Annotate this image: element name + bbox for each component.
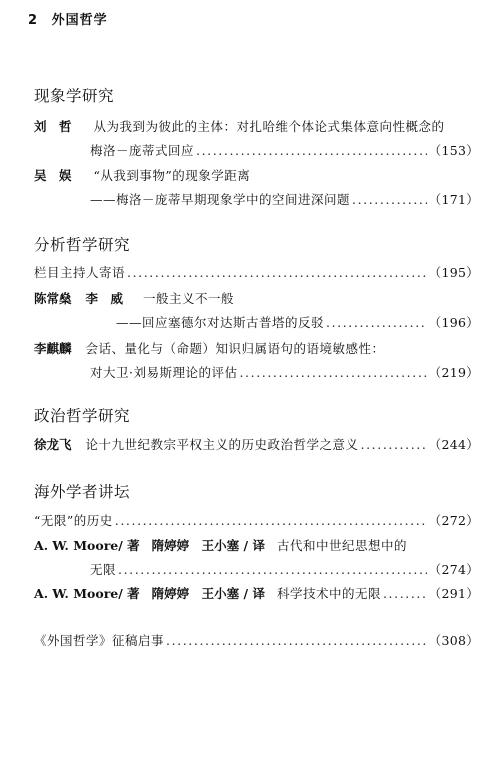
entry-title-continued: 对大卫·刘易斯理论的评估 (90, 365, 238, 380)
dot-leader (239, 365, 426, 380)
toc-entry-5-line-2[interactable] (34, 363, 479, 383)
entry-author: 吴 娱 (34, 168, 72, 183)
header-page-number: 2 (28, 13, 39, 28)
entry-author: 李麒麟 (34, 341, 72, 356)
toc-entry-7[interactable] (34, 511, 479, 531)
entry-translators: 隋婷婷 王小塞 / 译 (151, 538, 265, 553)
entry-page-number: （274） (428, 562, 479, 577)
entry-author: 徐龙飞 (34, 437, 72, 452)
entry-page-number: （219） (428, 365, 479, 380)
entry-author: A. W. Moore/ 著 (34, 538, 140, 553)
section-heading-phenomenology: 现象学研究 (34, 87, 115, 105)
section-heading-overseas: 海外学者讲坛 (34, 483, 131, 501)
entry-page-number: （195） (428, 265, 479, 280)
entry-author: 陈常燊 (34, 291, 72, 306)
entry-translators: 隋婷婷 王小塞 / 译 (151, 586, 265, 601)
entry-author: A. W. Moore/ 著 (34, 586, 140, 601)
entry-title: “无限”的历史 (34, 513, 113, 528)
dot-leader (361, 437, 427, 452)
header-journal-title: 外国哲学 (51, 13, 108, 28)
dot-leader (166, 633, 427, 648)
toc-entry-1-line-2[interactable] (34, 141, 479, 161)
toc-entry-2-line-2[interactable] (34, 190, 479, 210)
toc-entry-4-line-1[interactable] (34, 289, 479, 309)
entry-page-number: （196） (428, 315, 479, 330)
entry-subtitle: ——梅洛－庞蒂早期现象学中的空间进深问题 (90, 192, 351, 207)
toc-entry-8-line-2[interactable] (34, 560, 479, 580)
entry-title: 论十九世纪教宗平权主义的历史政治哲学之意义 (85, 437, 359, 452)
entry-title: 古代和中世纪思想中的 (276, 538, 407, 553)
dot-leader (118, 562, 427, 577)
entry-page-number: （171） (428, 192, 479, 207)
entry-title-continued: 梅洛－庞蒂式回应 (90, 143, 195, 158)
section-heading-political: 政治哲学研究 (34, 407, 131, 425)
dot-leader (352, 192, 427, 207)
dot-leader (383, 586, 427, 601)
toc-entry-1-line-1[interactable] (34, 117, 479, 137)
toc-entry-9[interactable] (34, 584, 479, 604)
toc-entry-5-line-1[interactable] (34, 339, 479, 359)
entry-page-number: （272） (428, 513, 479, 528)
entry-subtitle: ——回应塞德尔对达斯古普塔的反驳 (116, 315, 325, 330)
entry-title: 栏目主持人寄语 (34, 265, 126, 280)
toc-entry-10[interactable] (34, 631, 479, 651)
toc-entry-3[interactable] (34, 263, 479, 283)
entry-title: 《外国哲学》征稿启事 (34, 633, 165, 648)
entry-title: 一般主义不一般 (143, 291, 235, 306)
entry-page-number: （291） (428, 586, 479, 601)
toc-entry-8-line-1[interactable] (34, 536, 479, 556)
entry-page-number: （244） (428, 437, 479, 452)
running-header (28, 9, 108, 28)
section-heading-analytic: 分析哲学研究 (34, 236, 131, 254)
entry-title: 从为我到为彼此的主体：对扎哈维个体论式集体意向性概念的 (93, 119, 445, 134)
toc-entry-4-line-2[interactable] (34, 313, 479, 333)
dot-leader (127, 265, 427, 280)
toc-entry-6[interactable] (34, 435, 479, 455)
entry-author: 刘 哲 (34, 119, 72, 134)
entry-page-number: （308） (428, 633, 479, 648)
dot-leader (326, 315, 427, 330)
entry-page-number: （153） (428, 143, 479, 158)
dot-leader (115, 513, 427, 528)
dot-leader (196, 143, 427, 158)
entry-coauthor: 李 威 (85, 291, 124, 306)
entry-title: 会话、量化与（命题）知识归属语句的语境敏感性： (85, 341, 385, 356)
entry-title: 科学技术中的无限 (276, 586, 381, 601)
entry-title: “从我到事物”的现象学距离 (93, 168, 251, 183)
toc-entry-2-line-1[interactable] (34, 166, 479, 186)
entry-title-continued: 无限 (90, 562, 117, 577)
